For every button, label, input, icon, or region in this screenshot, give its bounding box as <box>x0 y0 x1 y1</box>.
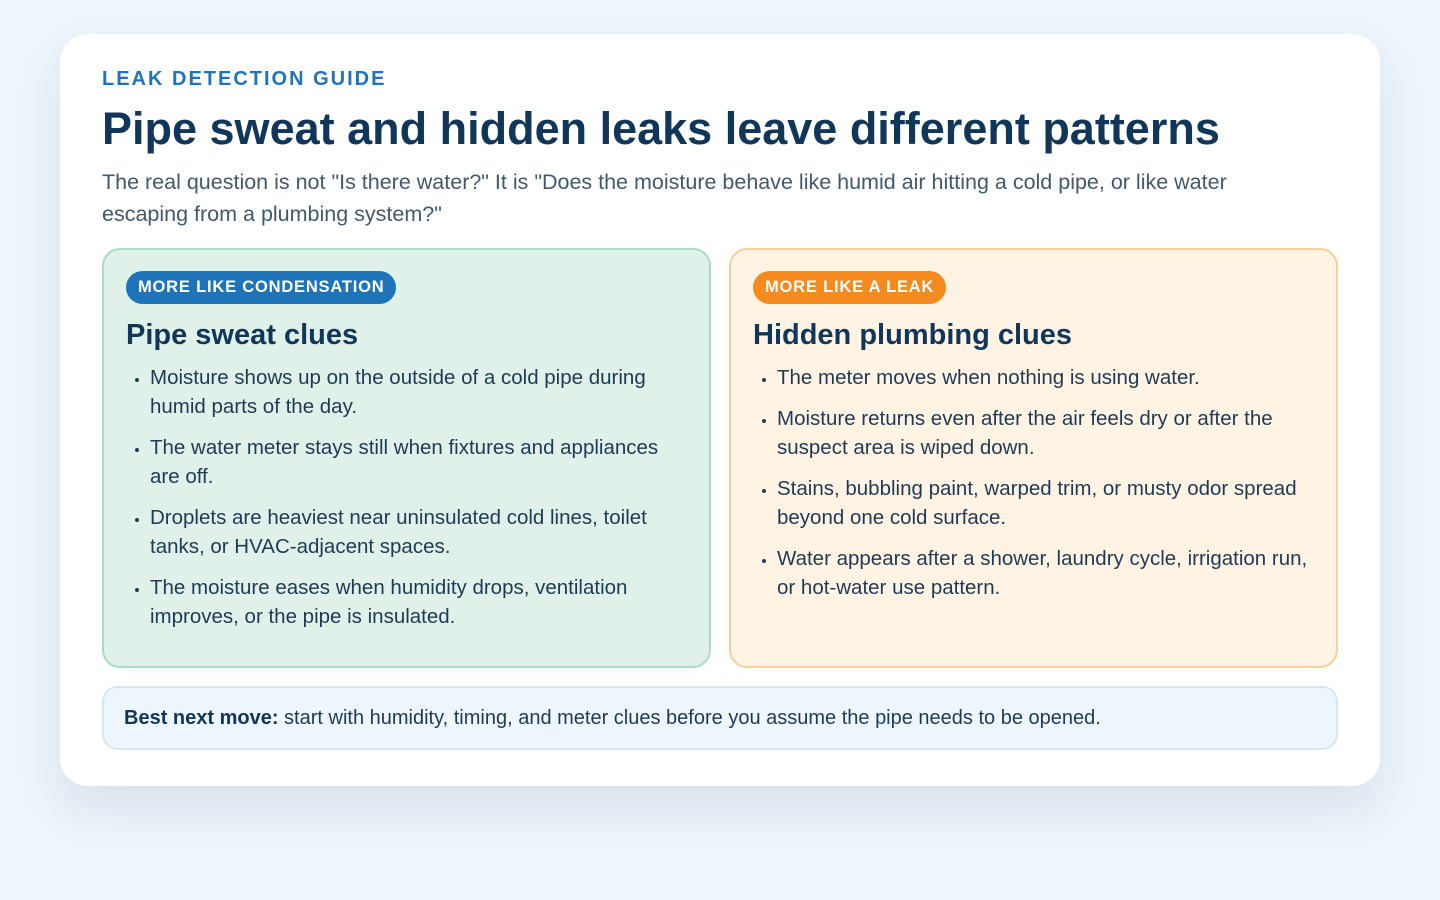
guide-card <box>60 34 1380 786</box>
condensation-clue-list <box>126 363 687 631</box>
callout-text: start with humidity, timing, and meter clues before you assume the pipe needs to be opened. <box>278 707 1101 729</box>
clue-item: • The water meter stays still when fixtures and appliances are off. <box>150 433 687 491</box>
next-move-callout <box>102 686 1338 750</box>
condensation-title: Pipe sweat clues <box>126 319 359 351</box>
comparison-columns <box>102 248 1338 668</box>
leak-badge: MORE LIKE A LEAK <box>753 271 946 304</box>
intro-text: The real question is not "Is there water?" It is "Does the moisture behave like humid air hitting a cold pipe, or like water escaping from a plumbing system?" <box>102 170 1227 226</box>
clue-item: • The meter moves when nothing is using water. <box>777 363 1314 392</box>
leak-title: Hidden plumbing clues <box>753 319 1073 351</box>
clue-item: • Water appears after a shower, laundry cycle, irrigation run, or hot-water use pattern. <box>777 544 1314 602</box>
condensation-panel <box>102 248 711 668</box>
leak-clue-list <box>753 363 1314 602</box>
condensation-badge: MORE LIKE CONDENSATION <box>126 271 396 304</box>
leak-panel <box>729 248 1338 668</box>
clue-item: • The moisture eases when humidity drops, ventilation improves, or the pipe is insulated. <box>150 573 687 631</box>
eyebrow-label: LEAK DETECTION GUIDE <box>102 68 387 90</box>
clue-item: • Moisture shows up on the outside of a cold pipe during humid parts of the day. <box>150 363 687 421</box>
callout-label: Best next move: <box>124 707 279 729</box>
clue-item: • Moisture returns even after the air feels dry or after the suspect area is wiped down. <box>777 404 1314 462</box>
clue-item: • Droplets are heaviest near uninsulated cold lines, toilet tanks, or HVAC-adjacent spaces. <box>150 503 687 561</box>
page-title: Pipe sweat and hidden leaks leave different patterns <box>102 103 1220 154</box>
clue-item: • Stains, bubbling paint, warped trim, or musty odor spread beyond one cold surface. <box>777 474 1314 532</box>
